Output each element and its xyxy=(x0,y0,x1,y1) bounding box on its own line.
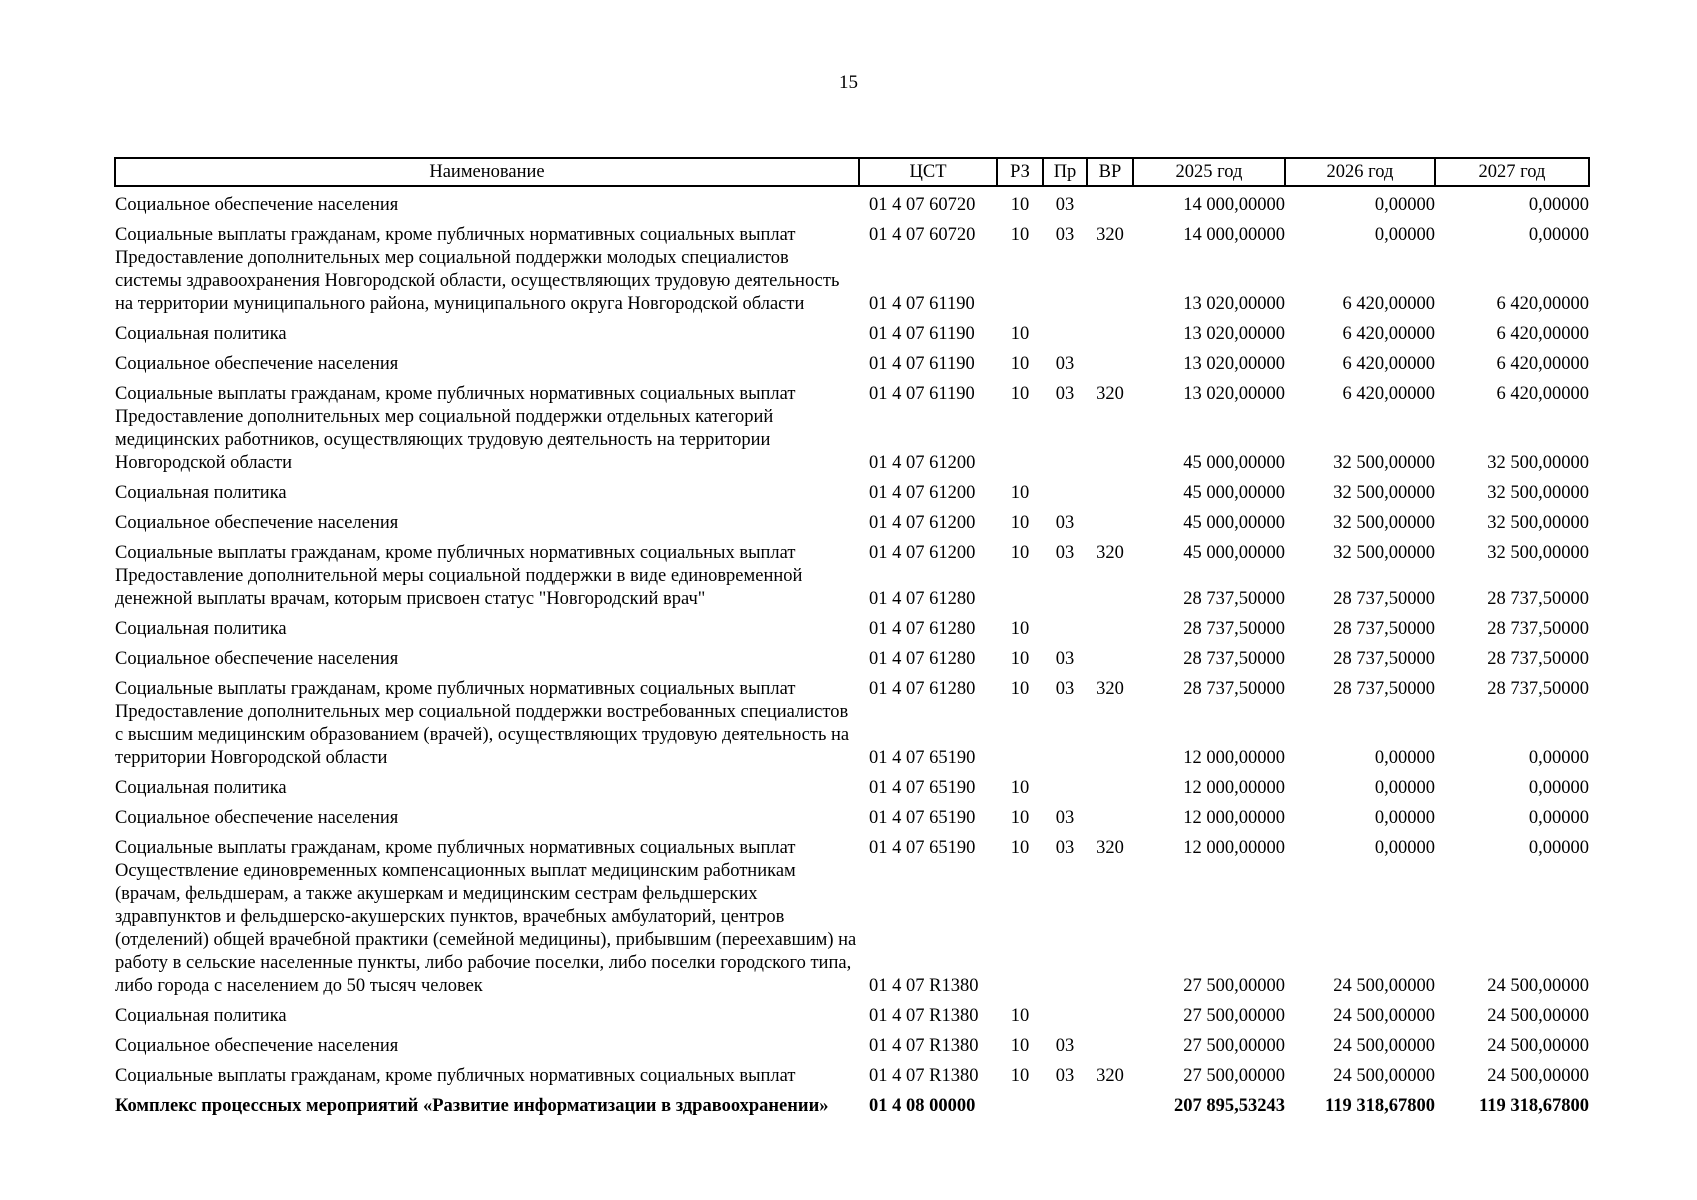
cell-2026: 24 500,00000 xyxy=(1333,976,1435,996)
cell-name: Социальное обеспечение населения xyxy=(115,195,399,215)
cell-2025: 28 737,50000 xyxy=(1183,619,1285,639)
cell-rz: 10 xyxy=(1010,1066,1030,1086)
cell-pr xyxy=(1043,770,1087,800)
table-row xyxy=(115,770,1589,800)
cell-name: Социальные выплаты гражданам, кроме публичных нормативных социальных выплат xyxy=(115,1066,796,1086)
cell-rz xyxy=(997,1088,1043,1118)
cell-cst: 01 4 07 61280 xyxy=(869,679,976,699)
cell-2027: 32 500,00000 xyxy=(1487,483,1589,503)
cell-name: Предоставление дополнительной меры социальной поддержки в виде единовременной денежной выплаты врачам, которым присвоен статус "Новгородский врач" xyxy=(115,566,803,609)
cell-name: Социальные выплаты гражданам, кроме публичных нормативных социальных выплат xyxy=(115,679,796,699)
cell-2025: 13 020,00000 xyxy=(1183,324,1285,344)
cell-rz xyxy=(997,565,1043,611)
cell-2027: 0,00000 xyxy=(1528,808,1589,828)
cell-2027: 28 737,50000 xyxy=(1487,649,1589,669)
cell-vr xyxy=(1087,565,1133,611)
table-row xyxy=(115,998,1589,1028)
cell-2026: 24 500,00000 xyxy=(1333,1006,1435,1026)
cell-2027: 0,00000 xyxy=(1528,838,1589,858)
cell-2025: 45 000,00000 xyxy=(1183,453,1285,473)
cell-pr xyxy=(1043,860,1087,998)
cell-2025: 13 020,00000 xyxy=(1183,294,1285,314)
cell-name: Социальное обеспечение населения xyxy=(115,649,399,669)
cell-vr: 320 xyxy=(1096,225,1124,245)
cell-rz: 10 xyxy=(1010,679,1030,699)
cell-vr xyxy=(1087,316,1133,346)
cell-2026: 0,00000 xyxy=(1374,195,1435,215)
cell-2027: 24 500,00000 xyxy=(1487,976,1589,996)
cell-cst: 01 4 07 R1380 xyxy=(869,1036,979,1056)
cell-vr xyxy=(1087,186,1133,217)
cell-pr xyxy=(1043,611,1087,641)
cell-2026: 0,00000 xyxy=(1374,778,1435,798)
table-row xyxy=(115,346,1589,376)
cell-2027: 0,00000 xyxy=(1528,748,1589,768)
cell-vr xyxy=(1087,770,1133,800)
header-name: Наименование xyxy=(115,158,859,186)
cell-pr: 03 xyxy=(1055,679,1075,699)
cell-2027: 28 737,50000 xyxy=(1487,589,1589,609)
table-row xyxy=(115,505,1589,535)
cell-2027: 6 420,00000 xyxy=(1496,324,1589,344)
cell-name: Социальная политика xyxy=(115,324,287,344)
cell-cst: 01 4 07 65190 xyxy=(869,778,976,798)
cell-vr xyxy=(1087,1088,1133,1118)
cell-rz: 10 xyxy=(1010,778,1030,798)
cell-2025: 28 737,50000 xyxy=(1183,679,1285,699)
cell-rz xyxy=(997,860,1043,998)
cell-2026: 0,00000 xyxy=(1374,808,1435,828)
cell-name: Предоставление дополнительных мер социальной поддержки отдельных категорий медицинских работников, осуществляющих трудовую деятельность на территории Новгородской области xyxy=(115,407,774,473)
cell-2025: 14 000,00000 xyxy=(1183,195,1285,215)
cell-name: Социальные выплаты гражданам, кроме публичных нормативных социальных выплат xyxy=(115,838,796,858)
cell-name: Осуществление единовременных компенсационных выплат медицинским работникам (врачам, фельдшерам, а также акушеркам и медицинским сестрам фельдшерских здравпунктов и фельдшерско-акушерских пунктов, врачебных амбулаторий, центров (отделений) общей врачебной практики (семейной медицины), прибывшим (переехавшим) на работу в сельские населенные пункты, либо рабочие поселки, либо поселки городского типа, либо города с населением до 50 тысяч человек xyxy=(115,861,857,996)
cell-vr: 320 xyxy=(1096,384,1124,404)
table-row xyxy=(115,535,1589,565)
cell-rz: 10 xyxy=(1010,543,1030,563)
header-cst: ЦСТ xyxy=(859,158,997,186)
cell-2027: 0,00000 xyxy=(1528,225,1589,245)
cell-pr: 03 xyxy=(1055,195,1075,215)
cell-cst: 01 4 07 61200 xyxy=(869,483,976,503)
cell-rz: 10 xyxy=(1010,384,1030,404)
cell-2026: 24 500,00000 xyxy=(1333,1066,1435,1086)
cell-2027: 0,00000 xyxy=(1528,778,1589,798)
cell-pr xyxy=(1043,247,1087,316)
header-rz: РЗ xyxy=(997,158,1043,186)
cell-name: Социальные выплаты гражданам, кроме публичных нормативных социальных выплат xyxy=(115,384,796,404)
cell-cst: 01 4 07 60720 xyxy=(869,195,976,215)
cell-2025: 27 500,00000 xyxy=(1183,1066,1285,1086)
cell-pr: 03 xyxy=(1055,225,1075,245)
cell-2027: 28 737,50000 xyxy=(1487,679,1589,699)
cell-cst: 01 4 08 00000 xyxy=(869,1096,976,1116)
cell-vr xyxy=(1087,701,1133,770)
cell-rz: 10 xyxy=(1010,649,1030,669)
cell-2027: 24 500,00000 xyxy=(1487,1036,1589,1056)
cell-pr xyxy=(1043,406,1087,475)
cell-pr: 03 xyxy=(1055,838,1075,858)
cell-2025: 28 737,50000 xyxy=(1183,589,1285,609)
cell-2026: 6 420,00000 xyxy=(1342,384,1435,404)
cell-rz: 10 xyxy=(1010,1006,1030,1026)
cell-cst: 01 4 07 R1380 xyxy=(869,976,979,996)
cell-name: Социальная политика xyxy=(115,483,287,503)
cell-2026: 119 318,67800 xyxy=(1325,1096,1435,1116)
cell-2027: 6 420,00000 xyxy=(1496,384,1589,404)
cell-2026: 32 500,00000 xyxy=(1333,543,1435,563)
table-row xyxy=(115,641,1589,671)
cell-rz: 10 xyxy=(1010,354,1030,374)
cell-rz: 10 xyxy=(1010,324,1030,344)
cell-pr xyxy=(1043,701,1087,770)
cell-rz xyxy=(997,701,1043,770)
cell-vr xyxy=(1087,505,1133,535)
cell-name: Социальное обеспечение населения xyxy=(115,808,399,828)
cell-2027: 6 420,00000 xyxy=(1496,354,1589,374)
header-pr: Пр xyxy=(1043,158,1087,186)
cell-name: Социальное обеспечение населения xyxy=(115,1036,399,1056)
table-row xyxy=(115,376,1589,406)
cell-2025: 12 000,00000 xyxy=(1183,778,1285,798)
cell-2027: 32 500,00000 xyxy=(1487,543,1589,563)
cell-2026: 24 500,00000 xyxy=(1333,1036,1435,1056)
table-row xyxy=(115,701,1589,770)
cell-2025: 12 000,00000 xyxy=(1183,748,1285,768)
table-row xyxy=(115,186,1589,217)
cell-name: Социальная политика xyxy=(115,778,287,798)
cell-2026: 32 500,00000 xyxy=(1333,453,1435,473)
table-row xyxy=(115,671,1589,701)
cell-vr: 320 xyxy=(1096,679,1124,699)
cell-name: Социальная политика xyxy=(115,1006,287,1026)
cell-cst: 01 4 07 61190 xyxy=(869,324,975,344)
cell-2027: 32 500,00000 xyxy=(1487,513,1589,533)
cell-cst: 01 4 07 R1380 xyxy=(869,1006,979,1026)
table-row xyxy=(115,1088,1589,1118)
table-row xyxy=(115,800,1589,830)
cell-pr: 03 xyxy=(1055,354,1075,374)
cell-vr xyxy=(1087,1028,1133,1058)
cell-rz: 10 xyxy=(1010,619,1030,639)
header-vr: ВР xyxy=(1087,158,1133,186)
cell-vr: 320 xyxy=(1096,1066,1124,1086)
cell-vr xyxy=(1087,346,1133,376)
cell-cst: 01 4 07 61280 xyxy=(869,619,976,639)
cell-cst: 01 4 07 61190 xyxy=(869,294,975,314)
cell-cst: 01 4 07 65190 xyxy=(869,808,976,828)
cell-2026: 28 737,50000 xyxy=(1333,649,1435,669)
cell-cst: 01 4 07 61190 xyxy=(869,354,975,374)
cell-cst: 01 4 07 R1380 xyxy=(869,1066,979,1086)
cell-2027: 6 420,00000 xyxy=(1496,294,1589,314)
cell-2026: 32 500,00000 xyxy=(1333,483,1435,503)
cell-2026: 28 737,50000 xyxy=(1333,589,1435,609)
cell-2027: 24 500,00000 xyxy=(1487,1066,1589,1086)
table-row xyxy=(115,611,1589,641)
cell-vr xyxy=(1087,998,1133,1028)
cell-rz: 10 xyxy=(1010,225,1030,245)
cell-2025: 13 020,00000 xyxy=(1183,384,1285,404)
cell-2026: 32 500,00000 xyxy=(1333,513,1435,533)
cell-pr xyxy=(1043,1088,1087,1118)
cell-2026: 28 737,50000 xyxy=(1333,679,1435,699)
cell-pr: 03 xyxy=(1055,649,1075,669)
cell-vr xyxy=(1087,641,1133,671)
cell-2025: 28 737,50000 xyxy=(1183,649,1285,669)
table-row xyxy=(115,217,1589,247)
cell-rz xyxy=(997,247,1043,316)
cell-2025: 12 000,00000 xyxy=(1183,838,1285,858)
cell-pr xyxy=(1043,565,1087,611)
cell-cst: 01 4 07 61200 xyxy=(869,453,976,473)
cell-pr: 03 xyxy=(1055,808,1075,828)
table-header-row xyxy=(115,158,1589,186)
cell-vr xyxy=(1087,475,1133,505)
cell-pr: 03 xyxy=(1055,543,1075,563)
header-2026: 2026 год xyxy=(1285,158,1435,186)
cell-name: Предоставление дополнительных мер социальной поддержки молодых специалистов системы здравоохранения Новгородской области, осуществляющих трудовую деятельность на территории муниципального района, муниципального округа Новгородской области xyxy=(115,248,840,314)
cell-vr: 320 xyxy=(1096,543,1124,563)
cell-vr: 320 xyxy=(1096,838,1124,858)
cell-2027: 28 737,50000 xyxy=(1487,619,1589,639)
cell-2026: 28 737,50000 xyxy=(1333,619,1435,639)
cell-rz: 10 xyxy=(1010,838,1030,858)
cell-cst: 01 4 07 65190 xyxy=(869,748,976,768)
page-number: 15 xyxy=(839,72,858,93)
cell-rz xyxy=(997,406,1043,475)
cell-2025: 13 020,00000 xyxy=(1183,354,1285,374)
cell-cst: 01 4 07 61190 xyxy=(869,384,975,404)
table-row xyxy=(115,565,1589,611)
table-row xyxy=(115,1058,1589,1088)
cell-2025: 45 000,00000 xyxy=(1183,483,1285,503)
cell-2025: 27 500,00000 xyxy=(1183,1036,1285,1056)
cell-vr xyxy=(1087,800,1133,830)
cell-name: Предоставление дополнительных мер социальной поддержки востребованных специалистов с высшим медицинским образованием (врачей), осуществляющих трудовую деятельность на территории Новгородской области xyxy=(115,702,850,768)
cell-rz: 10 xyxy=(1010,1036,1030,1056)
cell-name: Социальное обеспечение населения xyxy=(115,354,399,374)
cell-cst: 01 4 07 61200 xyxy=(869,543,976,563)
cell-2027: 119 318,67800 xyxy=(1479,1096,1589,1116)
cell-2025: 27 500,00000 xyxy=(1183,976,1285,996)
cell-rz: 10 xyxy=(1010,195,1030,215)
cell-pr xyxy=(1043,998,1087,1028)
cell-name: Социальные выплаты гражданам, кроме публичных нормативных социальных выплат xyxy=(115,543,796,563)
cell-cst: 01 4 07 65190 xyxy=(869,838,976,858)
cell-pr: 03 xyxy=(1055,384,1075,404)
header-2027: 2027 год xyxy=(1435,158,1589,186)
cell-pr: 03 xyxy=(1055,513,1075,533)
cell-pr: 03 xyxy=(1055,1066,1075,1086)
cell-2025: 45 000,00000 xyxy=(1183,543,1285,563)
cell-2026: 6 420,00000 xyxy=(1342,294,1435,314)
cell-pr xyxy=(1043,475,1087,505)
cell-name: Социальная политика xyxy=(115,619,287,639)
cell-pr: 03 xyxy=(1055,1036,1075,1056)
cell-2027: 0,00000 xyxy=(1528,195,1589,215)
cell-2026: 0,00000 xyxy=(1374,748,1435,768)
cell-2026: 6 420,00000 xyxy=(1342,324,1435,344)
table-row xyxy=(115,316,1589,346)
table-row xyxy=(115,1028,1589,1058)
cell-2027: 32 500,00000 xyxy=(1487,453,1589,473)
header-2025: 2025 год xyxy=(1133,158,1285,186)
cell-2026: 0,00000 xyxy=(1374,225,1435,245)
cell-2026: 6 420,00000 xyxy=(1342,354,1435,374)
cell-rz: 10 xyxy=(1010,808,1030,828)
cell-cst: 01 4 07 61280 xyxy=(869,589,976,609)
cell-2025: 207 895,53243 xyxy=(1174,1096,1285,1116)
cell-pr xyxy=(1043,316,1087,346)
cell-2025: 27 500,00000 xyxy=(1183,1006,1285,1026)
table-row xyxy=(115,860,1589,998)
cell-vr xyxy=(1087,860,1133,998)
table-row xyxy=(115,830,1589,860)
cell-cst: 01 4 07 61200 xyxy=(869,513,976,533)
cell-name: Социальные выплаты гражданам, кроме публичных нормативных социальных выплат xyxy=(115,225,796,245)
cell-vr xyxy=(1087,247,1133,316)
table-row xyxy=(115,475,1589,505)
cell-rz: 10 xyxy=(1010,513,1030,533)
table-row xyxy=(115,247,1589,316)
cell-2025: 45 000,00000 xyxy=(1183,513,1285,533)
cell-vr xyxy=(1087,611,1133,641)
cell-cst: 01 4 07 61280 xyxy=(869,649,976,669)
cell-2026: 0,00000 xyxy=(1374,838,1435,858)
cell-2025: 12 000,00000 xyxy=(1183,808,1285,828)
cell-vr xyxy=(1087,406,1133,475)
cell-2025: 14 000,00000 xyxy=(1183,225,1285,245)
cell-rz: 10 xyxy=(1010,483,1030,503)
cell-cst: 01 4 07 60720 xyxy=(869,225,976,245)
budget-table xyxy=(114,157,1590,1118)
cell-name: Комплекс процессных мероприятий «Развитие информатизации в здравоохранении» xyxy=(115,1096,829,1116)
table-row xyxy=(115,406,1589,475)
cell-name: Социальное обеспечение населения xyxy=(115,513,399,533)
cell-2027: 24 500,00000 xyxy=(1487,1006,1589,1026)
